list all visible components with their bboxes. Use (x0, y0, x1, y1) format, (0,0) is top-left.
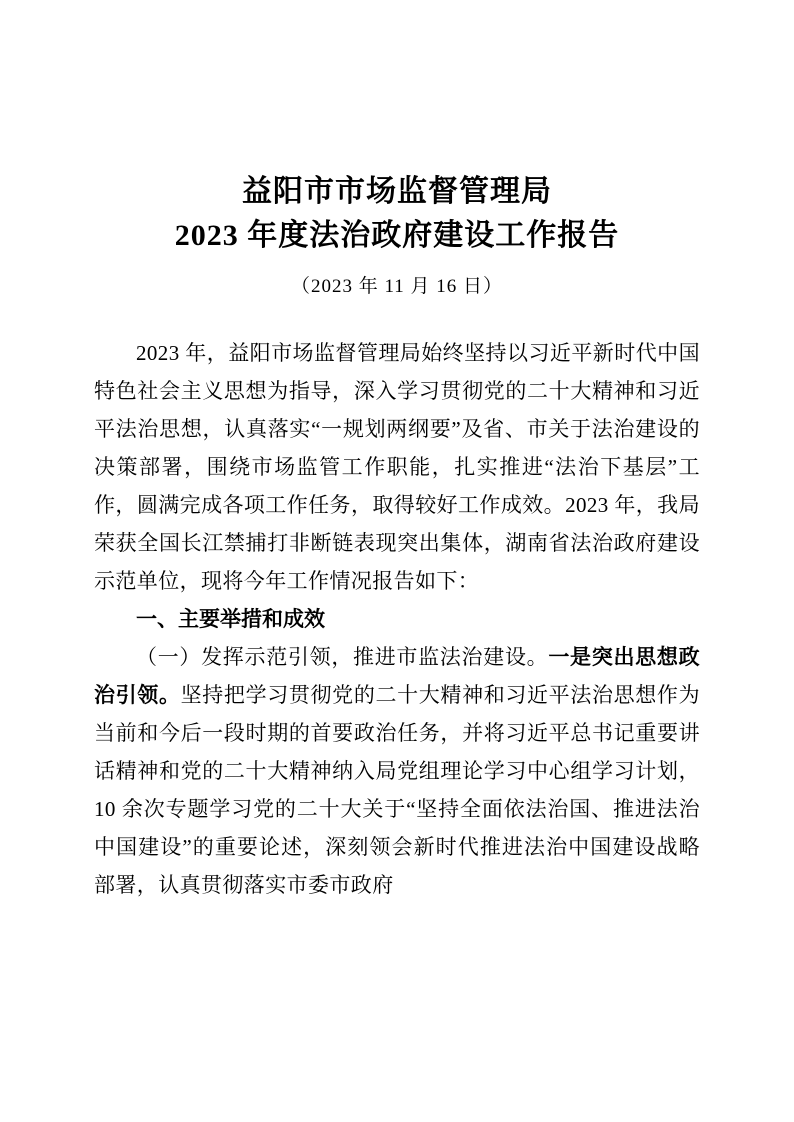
title-line-1: 益阳市市场监督管理局 (242, 175, 552, 208)
paragraph-intro-text: 2023 年，益阳市场监督管理局始终坚持以习近平新时代中国特色社会主义思想为指导，深入学习贯彻党的二十大精神和习近平法治思想，认真落实“一规划两纲要”及省、市关于法治建设的决策部署，围绕市场监管工作职能，扎实推进“法治下基层”工作，圆满完成各项工作任务，取得较好工作成效。2023 年，我局荣获全国长江禁捕打非断链表现突出集体，湖南省法治政府建设示范单位，现将今年工作情况报告如下： (94, 341, 700, 593)
paragraph-subsection (94, 638, 700, 904)
subsection-body-text: 坚持把学习贯彻党的二十大精神和习近平法治思想作为当前和今后一段时期的首要政治任务，并将习近平总书记重要讲话精神和党的二十大精神纳入局党组理论学习中心组学习计划，10 余次专题学习党的二十大关于“坚持全面依法治国、推进法治中国建设”的重要论述，深刻领会新时代推进法治中国建设战略部署，认真贯彻落实市委市政府 (94, 683, 700, 897)
document-body (94, 334, 700, 904)
page-title (94, 170, 700, 258)
subsection-lead-text: （一）发挥示范引领，推进市监法治建设。 (136, 645, 549, 669)
subsection-bold-text: 一是突出思想政治引领。 (94, 645, 700, 707)
paragraph-intro (94, 334, 700, 600)
document-date: （2023 年 11 月 16 日） (290, 276, 504, 297)
title-line-2: 2023 年度法治政府建设工作报告 (174, 219, 620, 252)
section-heading: 一、主要举措和成效 (136, 607, 325, 631)
